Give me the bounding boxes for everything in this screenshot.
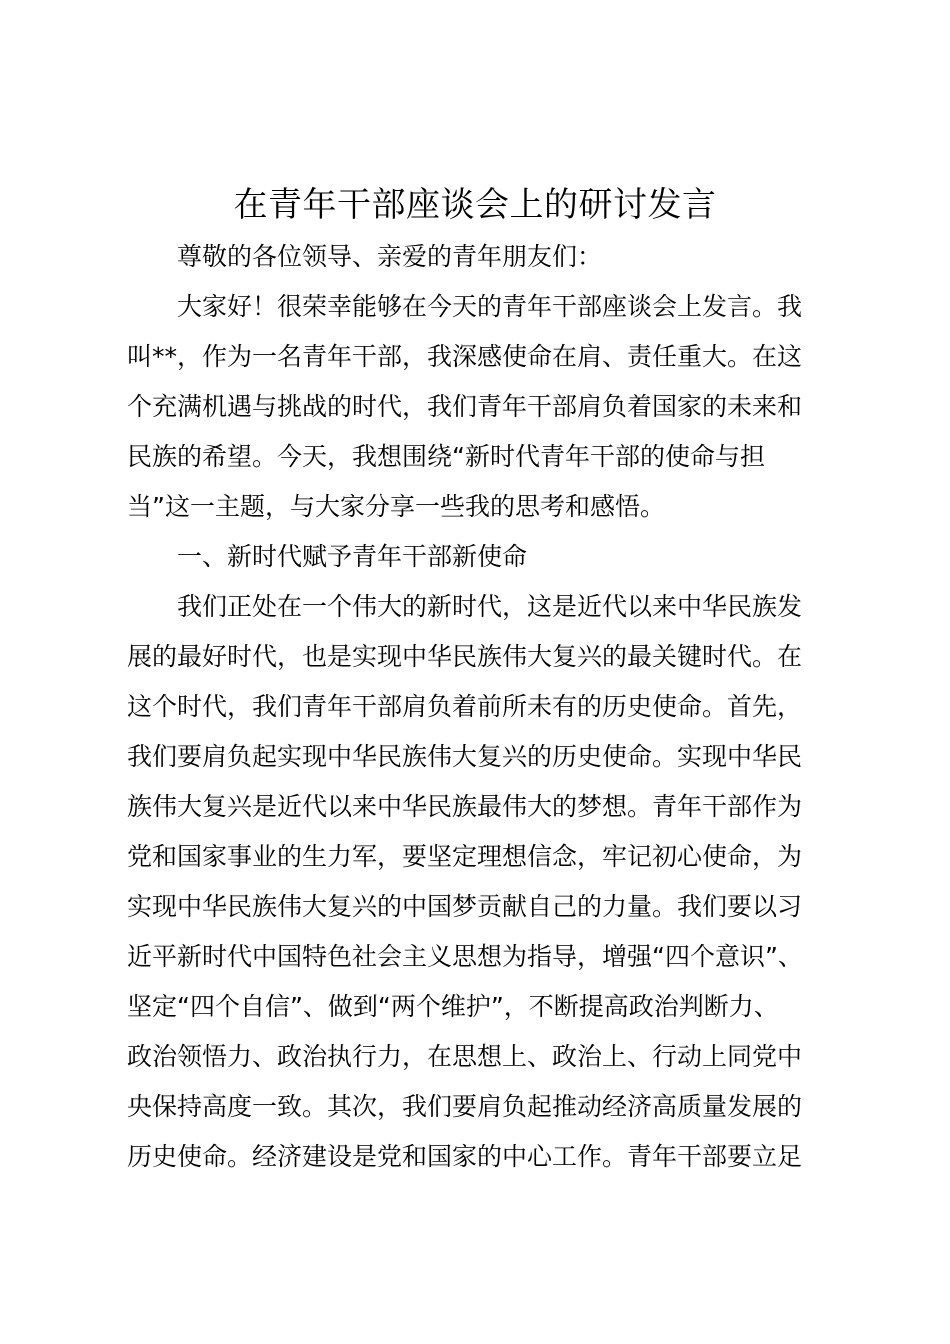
paragraph-line: 我们要肩负起实现中华民族伟大复兴的历史使命。实现中华民	[127, 742, 803, 771]
paragraph-line: 族伟大复兴是近代以来中华民族最伟大的梦想。青年干部作为	[127, 792, 803, 821]
paragraph-line: 民族的希望。今天，我想围绕“新时代青年干部的使命与担	[127, 442, 765, 471]
paragraph-line: 央保持高度一致。其次，我们要肩负起推动经济高质量发展的	[127, 1092, 803, 1121]
paragraph-line: 坚定“四个自信”、做到“两个维护”，不断提高政治判断力、	[127, 992, 779, 1021]
salutation: 尊敬的各位领导、亲爱的青年朋友们：	[177, 242, 603, 271]
paragraph-line: 实现中华民族伟大复兴的中国梦贡献自己的力量。我们要以习	[127, 892, 803, 921]
paragraph-line: 这个时代，我们青年干部肩负着前所未有的历史使命。首先，	[127, 692, 803, 721]
paragraph-line: 当”这一主题，与大家分享一些我的思考和感悟。	[127, 492, 665, 521]
paragraph-line: 展的最好时代，也是实现中华民族伟大复兴的最关键时代。在	[127, 642, 803, 671]
document-title: 在青年干部座谈会上的研讨发言	[233, 185, 717, 225]
document-body	[127, 232, 847, 1182]
paragraph-line: 近平新时代中国特色社会主义思想为指导，增强“四个意识”、	[127, 942, 803, 971]
paragraph-line: 历史使命。经济建设是党和国家的中心工作。青年干部要立足	[127, 1142, 803, 1171]
paragraph-line: 党和国家事业的生力军，要坚定理想信念，牢记初心使命，为	[127, 842, 803, 871]
section-heading: 一、新时代赋予青年干部新使命	[177, 542, 528, 571]
paragraph-line: 叫**，作为一名青年干部，我深感使命在肩、责任重大。在这	[127, 342, 803, 371]
paragraph-line: 政治领悟力、政治执行力，在思想上、政治上、行动上同党中	[127, 1042, 803, 1071]
paragraph-line: 我们正处在一个伟大的新时代，这是近代以来中华民族发	[177, 592, 803, 621]
paragraph-line: 个充满机遇与挑战的时代，我们青年干部肩负着国家的未来和	[127, 392, 803, 421]
paragraph-line: 大家好！很荣幸能够在今天的青年干部座谈会上发言。我	[177, 292, 803, 321]
